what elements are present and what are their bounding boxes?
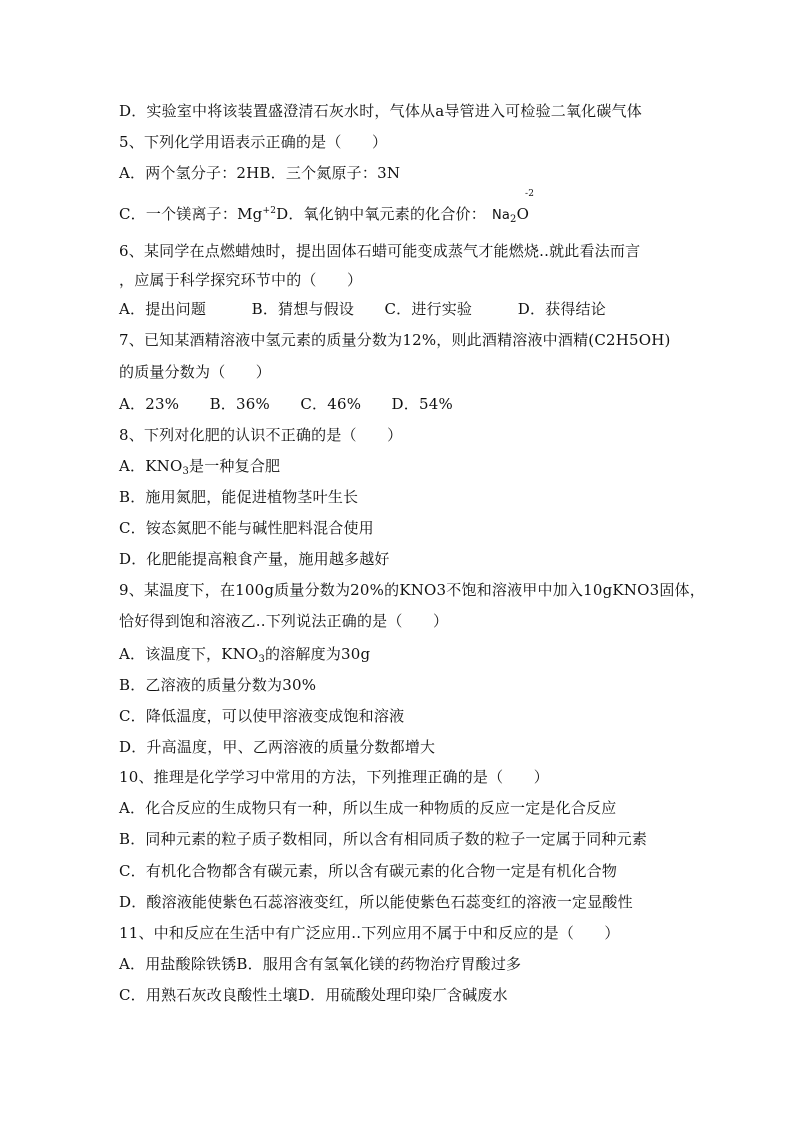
options-q7: A．23% B．36% C．46% D．54% [119, 395, 453, 413]
option-d-q9: D．升高温度，甲、乙两溶液的质量分数都增大 [119, 738, 436, 756]
options-q5-ab: A．两个氢分子：2HB．三个氮原子：3N [119, 164, 401, 182]
option-d-q10: D．酸溶液能使紫色石蕊溶液变红，所以能使紫色石蕊变红的溶液一定显酸性 [119, 893, 633, 911]
option-d-q4: D．实验室中将该装置盛澄清石灰水时，气体从a导管进入可检验二氧化碳气体 [119, 102, 642, 120]
question-7-line1: 7、已知某酒精溶液中氢元素的质量分数为12%，则此酒精溶液中酒精(C2H5OH) [119, 331, 671, 349]
option-a-q8: A．$KNO_3$是一种复合肥 [119, 457, 281, 477]
options-q11-ab: A．用盐酸除铁锈B．服用含有氢氧化镁的药物治疗胃酸过多 [119, 955, 522, 973]
options-q11-cd: C．用熟石灰改良酸性土壤D．用硫酸处理印染厂含碱废水 [119, 986, 508, 1004]
question-6-line1: 6、某同学在点燃蜡烛时，提出固体石蜡可能变成蒸气才能燃烧..就此看法而言 [119, 242, 641, 260]
option-b-q8: B．施用氮肥，能促进植物茎叶生长 [119, 488, 359, 506]
option-c-q9: C．降低温度，可以使甲溶液变成饱和溶液 [119, 707, 405, 725]
question-6-line2: ，应属于科学探究环节中的（ ） [119, 271, 363, 289]
na2o-formula: $Na_2$ -2 O [491, 189, 535, 225]
question-10: 10、推理是化学学习中常用的方法，下列推理正确的是（ ） [119, 768, 549, 786]
oxygen-valence: -2 [524, 189, 535, 199]
option-c-q10: C．有机化合物都含有碳元素，所以含有碳元素的化合物一定是有机化合物 [119, 862, 618, 880]
question-9-line2: 恰好得到饱和溶液乙..下列说法正确的是（ ） [119, 612, 449, 630]
option-a-q9: A．该温度下，$KNO_3$的溶解度为30g [119, 645, 371, 665]
mg-charge: +2 [262, 206, 277, 216]
options-q5-cd: C．一个镁离子：$Mg^{+2}D$．氧化钠中氧元素的化合价： $Na_2$ -2 O [119, 201, 529, 230]
option-c-q8: C．铵态氮肥不能与碱性肥料混合使用 [119, 519, 374, 537]
option-b-q9: B．乙溶液的质量分数为30% [119, 676, 317, 694]
question-11: 11、中和反应在生活中有广泛应用..下列应用不属于中和反应的是（ ） [119, 924, 620, 942]
option-b-q10: B．同种元素的粒子质子数相同，所以含有相同质子数的粒子一定属于同种元素 [119, 830, 648, 848]
options-q6: A．提出问题 B．猜想与假设 C．进行实验 D．获得结论 [119, 300, 606, 318]
option-a-q10: A．化合反应的生成物只有一种，所以生成一种物质的反应一定是化合反应 [119, 799, 617, 817]
question-9-line1: 9、某温度下，在100g质量分数为20%的KNO3不饱和溶液甲中加入10gKNO3固体， [119, 581, 705, 599]
question-7-line2: 的质量分数为（ ） [119, 363, 272, 381]
question-8: 8、下列对化肥的认识不正确的是（ ） [119, 426, 403, 444]
option-d-q8: D．化肥能提高粮食产量，施用越多越好 [119, 550, 390, 568]
question-5: 5、下列化学用语表示正确的是（ ） [119, 133, 388, 151]
